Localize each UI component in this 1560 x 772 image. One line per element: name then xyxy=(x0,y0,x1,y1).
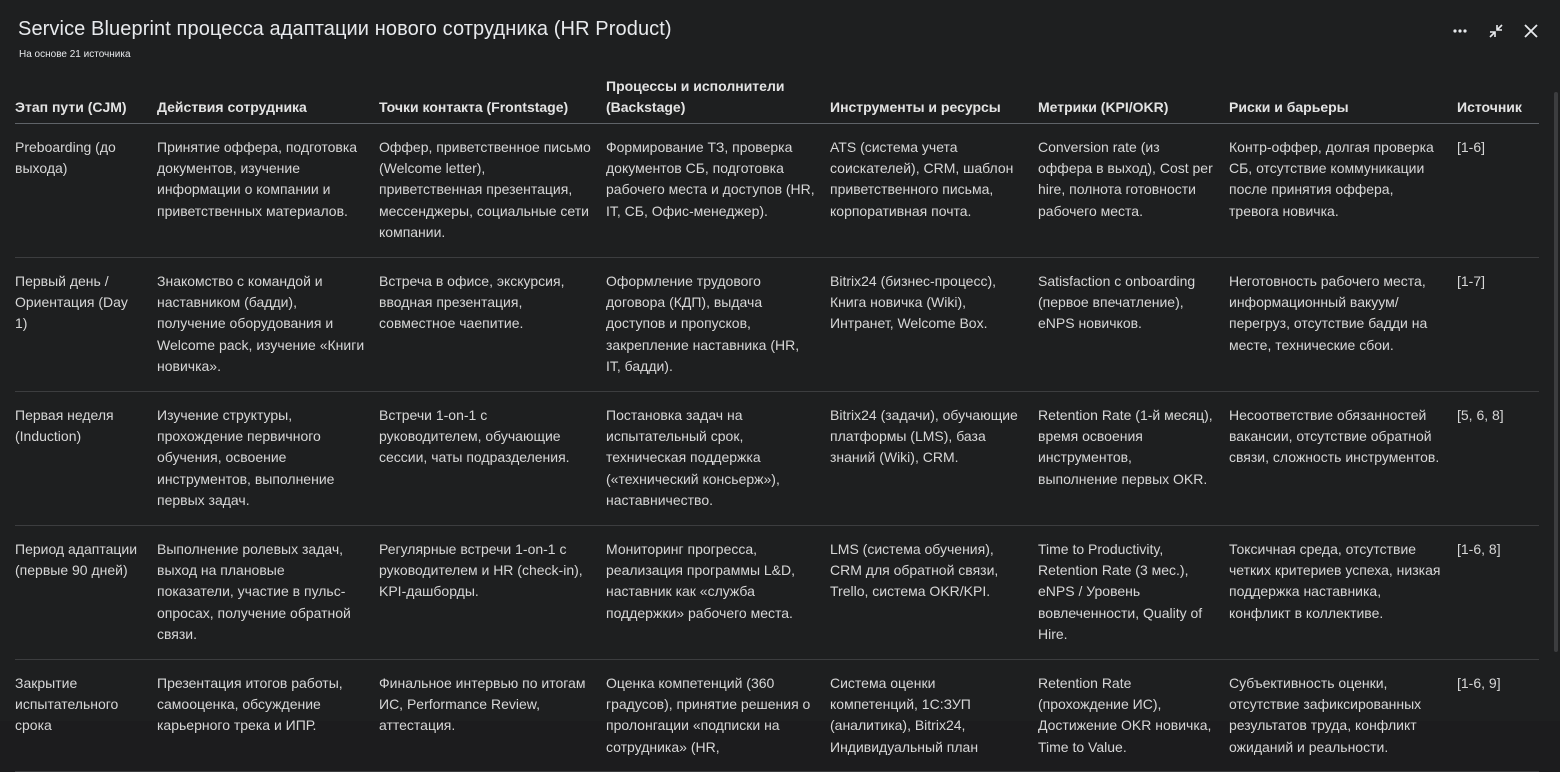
table-row xyxy=(15,391,1539,525)
source-cell[interactable]: [1-7] xyxy=(1457,257,1539,391)
table-cell: Time to Productivity, Retention Rate (3 мес.), eNPS / Уровень вовлеченности, Quality of Hire. xyxy=(1038,525,1229,659)
table-cell: Токсичная среда, отсутствие четких критериев успеха, низкая поддержка наставника, конфликт в коллективе. xyxy=(1229,525,1457,659)
table-row xyxy=(15,123,1539,257)
table-cell: Закрытие испытательного срока xyxy=(15,659,157,772)
table-cell: Субъективность оценки, отсутствие зафиксированных результатов труда, конфликт ожиданий и реальности. xyxy=(1229,659,1457,772)
table-cell: Система оценки компетенций, 1С:ЗУП (аналитика), Bitrix24, Индивидуальный план xyxy=(830,659,1038,772)
table-cell: Bitrix24 (задачи), обучающие платформы (LMS), база знаний (Wiki), CRM. xyxy=(830,391,1038,525)
table-cell: Выполнение ролевых задач, выход на плановые показатели, участие в пульс-опросах, получение обратной связи. xyxy=(157,525,379,659)
close-icon xyxy=(1523,23,1539,39)
table-cell: Изучение структуры, прохождение первичного обучения, освоение инструментов, выполнение первых задач. xyxy=(157,391,379,525)
column-header: Источник xyxy=(1457,66,1539,123)
table-cell: Постановка задач на испытательный срок, техническая поддержка («технический консьерж»), наставничество. xyxy=(606,391,830,525)
column-header: Процессы и исполнители (Backstage) xyxy=(606,66,830,123)
table-cell: Retention Rate (1-й месяц), время освоения инструментов, выполнение первых OKR. xyxy=(1038,391,1229,525)
more-options-button[interactable] xyxy=(1447,18,1473,44)
table-cell: Знакомство с командой и наставником (бадди), получение оборудования и Welcome pack, изучение «Книги новичка». xyxy=(157,257,379,391)
sources-count: На основе 21 источника xyxy=(19,49,131,60)
table-cell: Retention Rate (прохождение ИС), Достижение OKR новичка, Time to Value. xyxy=(1038,659,1229,772)
source-cell[interactable]: [1-6, 8] xyxy=(1457,525,1539,659)
column-header: Инструменты и ресурсы xyxy=(830,66,1038,123)
table-cell: Bitrix24 (бизнес-процесс), Книга новичка (Wiki), Интранет, Welcome Box. xyxy=(830,257,1038,391)
table-cell: Финальное интервью по итогам ИС, Performance Review, аттестация. xyxy=(379,659,606,772)
table-cell: Формирование ТЗ, проверка документов СБ, подготовка рабочего места и доступов (HR, IT, СБ, Офис-менеджер). xyxy=(606,123,830,257)
column-header: Риски и барьеры xyxy=(1229,66,1457,123)
table-cell: Первая неделя (Induction) xyxy=(15,391,157,525)
table-cell: ATS (система учета соискателей), CRM, шаблон приветственного письма, корпоративная почта. xyxy=(830,123,1038,257)
column-header: Точки контакта (Frontstage) xyxy=(379,66,606,123)
table-cell: LMS (система обучения), CRM для обратной связи, Trello, система OKR/KPI. xyxy=(830,525,1038,659)
table-cell: Оценка компетенций (360 градусов), принятие решения о пролонгации «подписки на сотрудника» (HR, xyxy=(606,659,830,772)
more-horizontal-icon xyxy=(1452,23,1468,39)
column-header: Метрики (KPI/OKR) xyxy=(1038,66,1229,123)
panel-header xyxy=(0,0,1560,66)
table-cell: Регулярные встречи 1-on-1 с руководителем и HR (check-in), KPI-дашборды. xyxy=(379,525,606,659)
table-cell: Satisfaction с onboarding (первое впечатление), eNPS новичков. xyxy=(1038,257,1229,391)
table-cell: Контр-оффер, долгая проверка СБ, отсутствие коммуникации после принятия оффера, тревога новичка. xyxy=(1229,123,1457,257)
panel-title: Service Blueprint процесса адаптации нового сотрудника (HR Product) xyxy=(18,18,672,40)
table-cell: Мониторинг прогресса, реализация программы L&D, наставник как «служба поддержки» рабочего места. xyxy=(606,525,830,659)
collapse-icon xyxy=(1488,23,1504,39)
source-cell[interactable]: [1-6] xyxy=(1457,123,1539,257)
table-cell: Первый день / Ориентация (Day 1) xyxy=(15,257,157,391)
table-cell: Встречи 1-on-1 с руководителем, обучающие сессии, чаты подразделения. xyxy=(379,391,606,525)
column-header: Этап пути (CJM) xyxy=(15,66,157,123)
blueprint-table-container[interactable] xyxy=(15,66,1539,755)
blueprint-table xyxy=(15,66,1539,772)
source-cell[interactable]: [5, 6, 8] xyxy=(1457,391,1539,525)
table-row xyxy=(15,525,1539,659)
table-cell: Встреча в офисе, экскурсия, вводная презентация, совместное чаепитие. xyxy=(379,257,606,391)
column-header: Действия сотрудника xyxy=(157,66,379,123)
vertical-scrollbar[interactable] xyxy=(1554,92,1558,652)
table-cell: Preboarding (до выхода) xyxy=(15,123,157,257)
table-cell: Период адаптации (первые 90 дней) xyxy=(15,525,157,659)
close-button[interactable] xyxy=(1518,18,1544,44)
table-row xyxy=(15,659,1539,772)
table-cell: Conversion rate (из оффера в выход), Cost per hire, полнота готовности рабочего места. xyxy=(1038,123,1229,257)
table-cell: Неготовность рабочего места, информационный вакуум/перегруз, отсутствие бадди на месте, технические сбои. xyxy=(1229,257,1457,391)
table-header-row xyxy=(15,66,1539,123)
table-cell: Презентация итогов работы, самооценка, обсуждение карьерного трека и ИПР. xyxy=(157,659,379,772)
table-cell: Оффер, приветственное письмо (Welcome letter), приветственная презентация, мессенджеры, социальные сети компании. xyxy=(379,123,606,257)
table-row xyxy=(15,257,1539,391)
table-cell: Несоответствие обязанностей вакансии, отсутствие обратной связи, сложность инструментов. xyxy=(1229,391,1457,525)
source-cell[interactable]: [1-6, 9] xyxy=(1457,659,1539,772)
table-cell: Принятие оффера, подготовка документов, изучение информации о компании и приветственных материалов. xyxy=(157,123,379,257)
collapse-button[interactable] xyxy=(1483,18,1509,44)
table-cell: Оформление трудового договора (КДП), выдача доступов и пропусков, закрепление наставника (HR, IT, бадди). xyxy=(606,257,830,391)
